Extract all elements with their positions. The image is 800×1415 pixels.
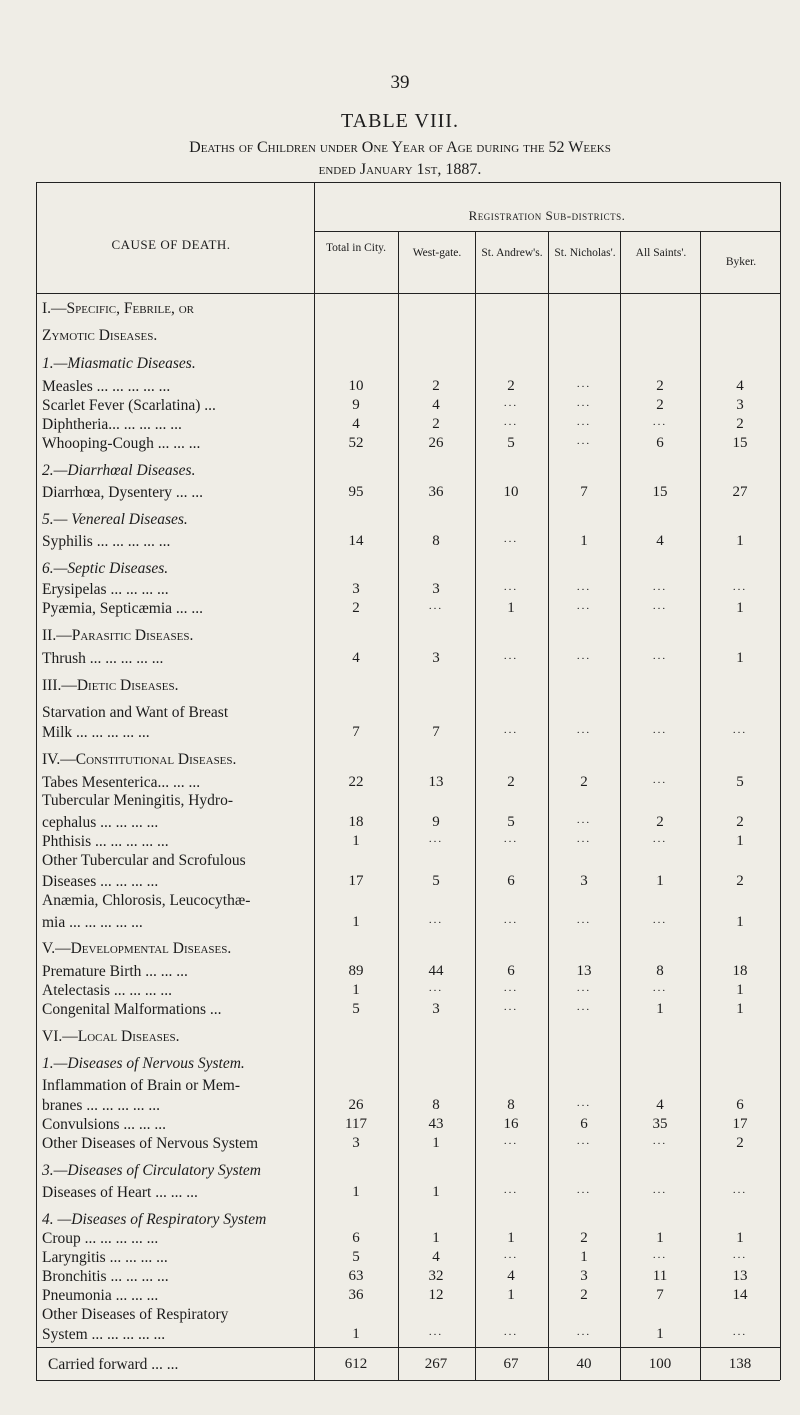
table-cell: 89 — [348, 963, 364, 979]
table-cell: ... — [576, 416, 592, 428]
row-label: Thrush ... ... ... ... ... — [42, 650, 164, 667]
table-cell: ... — [576, 1184, 592, 1196]
subsection-heading: 5.— Venereal Diseases. — [42, 511, 188, 528]
table-cell: 5 — [736, 774, 744, 790]
row-label: Bronchitis ... ... ... ... — [42, 1268, 169, 1285]
row-label: Syphilis ... ... ... ... ... — [42, 533, 171, 550]
left-border — [36, 182, 37, 1380]
table-cell: 1 — [656, 1001, 664, 1017]
table-cell: ... — [576, 378, 592, 390]
table-cell: 3 — [432, 581, 440, 597]
table-cell: 6 — [656, 435, 664, 451]
section-heading: IV.—Constitutional Diseases. — [42, 751, 237, 768]
table-cell: 6 — [736, 1097, 744, 1113]
table-cell: 18 — [348, 814, 364, 830]
table-top-rule — [36, 182, 780, 183]
row-label: Convulsions ... ... ... — [42, 1116, 167, 1133]
row-label: Phthisis ... ... ... ... ... — [42, 833, 169, 850]
table-cell: 2 — [736, 1135, 744, 1151]
table-cell: ... — [503, 724, 519, 736]
table-cell: ... — [503, 1249, 519, 1261]
table-cell: 2 — [736, 873, 744, 889]
total-cell: 267 — [424, 1356, 448, 1372]
table-cell: 8 — [656, 963, 664, 979]
table-cell: 5 — [352, 1249, 360, 1265]
table-cell: ... — [576, 982, 592, 994]
row-label: Premature Birth ... ... ... — [42, 963, 188, 980]
row-label: Whooping-Cough ... ... ... — [42, 435, 201, 452]
header-divider-rule — [314, 231, 780, 232]
row-label: Tabes Mesenterica... ... ... — [42, 774, 201, 791]
table-cell: ... — [503, 650, 519, 662]
table-cell: 4 — [432, 1249, 440, 1265]
row-label: Atelectasis ... ... ... ... — [42, 982, 173, 999]
table-cell: 26 — [348, 1097, 364, 1113]
header-st-nicholas: St. Nicholas'. — [554, 247, 616, 259]
table-cell: 7 — [580, 484, 588, 500]
table-cell: 8 — [432, 533, 440, 549]
section-heading: III.—Dietic Diseases. — [42, 677, 179, 694]
table-cell: ... — [428, 914, 444, 926]
row-label: mia ... ... ... ... ... — [42, 914, 143, 931]
table-cell: 7 — [656, 1287, 664, 1303]
table-cell: 15 — [652, 484, 668, 500]
table-cell: ... — [652, 724, 668, 736]
table-cell: 1 — [656, 1326, 664, 1342]
header-total-in-city: Total in City. — [325, 242, 387, 254]
header-all-saints: All Saints'. — [635, 247, 687, 259]
table-cell: 3 — [432, 650, 440, 666]
row-label: Starvation and Want of Breast — [42, 704, 229, 721]
subsection-heading: 3.—Diseases of Circulatory System — [42, 1162, 261, 1179]
table-cell: 1 — [507, 600, 515, 616]
column-rule — [398, 231, 399, 1380]
row-label: Anæmia, Chlorosis, Leucocythæ- — [42, 892, 251, 909]
table-cell: 36 — [348, 1287, 364, 1303]
table-cell: ... — [732, 724, 748, 736]
table-cell: ... — [652, 1249, 668, 1261]
table-cell: ... — [576, 1135, 592, 1147]
table-cell: 32 — [428, 1268, 444, 1284]
table-cell: ... — [732, 1184, 748, 1196]
table-cell: 2 — [432, 378, 440, 394]
table-cell: 8 — [507, 1097, 515, 1113]
table-cell: 1 — [736, 1001, 744, 1017]
table-cell: 13 — [732, 1268, 748, 1284]
table-cell: 4 — [507, 1268, 515, 1284]
table-cell: 1 — [352, 982, 360, 998]
table-cell: 17 — [732, 1116, 748, 1132]
table-cell: 4 — [736, 378, 744, 394]
table-cell: 5 — [432, 873, 440, 889]
row-label: Pyæmia, Septicæmia ... ... — [42, 600, 204, 617]
table-subtitle-line-2: ended January 1st, 1887. — [318, 161, 482, 178]
table-cell: 1 — [432, 1135, 440, 1151]
table-cell: ... — [576, 650, 592, 662]
table-cell: 1 — [736, 600, 744, 616]
section-heading: VI.—Local Diseases. — [42, 1028, 180, 1045]
table-cell: 27 — [732, 484, 748, 500]
table-cell: 16 — [503, 1116, 519, 1132]
table-cell: 117 — [345, 1116, 367, 1132]
row-label: Diseases ... ... ... ... — [42, 873, 159, 890]
row-label: Diseases of Heart ... ... ... — [42, 1184, 198, 1201]
total-cell: 138 — [728, 1356, 752, 1372]
table-cell: 3 — [432, 1001, 440, 1017]
total-cell: 40 — [576, 1356, 592, 1372]
section-heading: V.—Developmental Diseases. — [42, 940, 232, 957]
row-label: Diarrhœa, Dysentery ... ... — [42, 484, 203, 501]
table-bottom-rule — [36, 1380, 780, 1381]
table-cell: 14 — [348, 533, 364, 549]
table-cell: ... — [503, 1326, 519, 1338]
header-cause-of-death: CAUSE OF DEATH. — [111, 237, 231, 252]
table-cell: ... — [652, 833, 668, 845]
table-cell: 2 — [580, 774, 588, 790]
table-cell: 5 — [352, 1001, 360, 1017]
table-cell: ... — [576, 600, 592, 612]
row-label: Other Tubercular and Scrofulous — [42, 852, 246, 869]
table-cell: 1 — [736, 833, 744, 849]
table-cell: 7 — [432, 724, 440, 740]
table-cell: ... — [503, 1001, 519, 1013]
row-label: Congenital Malformations ... — [42, 1001, 222, 1018]
column-rule — [475, 231, 476, 1380]
table-cell: ... — [576, 1097, 592, 1109]
table-cell: ... — [576, 397, 592, 409]
row-label: Inflammation of Brain or Mem- — [42, 1077, 241, 1094]
table-cell: 1 — [736, 914, 744, 930]
table-cell: ... — [428, 982, 444, 994]
table-cell: 13 — [428, 774, 444, 790]
section-heading: II.—Parasitic Diseases. — [42, 627, 194, 644]
table-cell: ... — [576, 1001, 592, 1013]
table-cell: 1 — [352, 833, 360, 849]
table-subtitle-line-1: Deaths of Children under One Year of Age during the 52 Weeks — [189, 139, 611, 156]
column-rule — [548, 231, 549, 1380]
subsection-heading: 4. —Diseases of Respiratory System — [42, 1211, 267, 1228]
table-cell: 7 — [352, 724, 360, 740]
table-cell: ... — [652, 416, 668, 428]
table-cell: ... — [652, 774, 668, 786]
row-label: Erysipelas ... ... ... ... — [42, 581, 169, 598]
table-cell: ... — [576, 581, 592, 593]
column-rule — [700, 231, 701, 1380]
table-cell: 13 — [576, 963, 592, 979]
table-cell: ... — [503, 1184, 519, 1196]
table-cell: 35 — [652, 1116, 668, 1132]
table-cell: 1 — [736, 650, 744, 666]
table-cell: ... — [652, 650, 668, 662]
table-cell: 10 — [348, 378, 364, 394]
table-cell: ... — [576, 724, 592, 736]
row-label: Laryngitis ... ... ... ... — [42, 1249, 168, 1266]
table-cell: ... — [503, 397, 519, 409]
table-cell: 2 — [352, 600, 360, 616]
row-label: Other Diseases of Respiratory — [42, 1306, 229, 1323]
table-cell: 1 — [352, 1184, 360, 1200]
table-cell: 2 — [736, 416, 744, 432]
table-cell: ... — [576, 914, 592, 926]
table-cell: 15 — [732, 435, 748, 451]
row-label: Carried forward ... ... — [48, 1356, 179, 1373]
table-cell: ... — [428, 833, 444, 845]
table-cell: ... — [652, 600, 668, 612]
table-cell: 1 — [580, 1249, 588, 1265]
table-cell: 1 — [736, 982, 744, 998]
header-st-andrews: St. Andrew's. — [481, 247, 543, 259]
table-cell: 22 — [348, 774, 364, 790]
table-cell: 1 — [656, 1230, 664, 1246]
table-cell: 1 — [352, 914, 360, 930]
table-cell: 1 — [736, 1230, 744, 1246]
row-label: Pneumonia ... ... ... — [42, 1287, 159, 1304]
table-cell: 4 — [352, 416, 360, 432]
table-cell: 4 — [352, 650, 360, 666]
table-cell: 6 — [507, 963, 515, 979]
table-cell: 95 — [348, 484, 364, 500]
totals-top-rule — [36, 1347, 780, 1348]
table-cell: ... — [652, 581, 668, 593]
subsection-heading: 1.—Miasmatic Diseases. — [42, 355, 196, 372]
table-cell: 9 — [352, 397, 360, 413]
table-cell: 63 — [348, 1268, 364, 1284]
table-cell: ... — [652, 914, 668, 926]
table-cell: 9 — [432, 814, 440, 830]
table-cell: 1 — [507, 1287, 515, 1303]
table-cell: ... — [576, 1326, 592, 1338]
subsection-heading: 6.—Septic Diseases. — [42, 560, 169, 577]
header-westgate: West-gate. — [412, 247, 462, 259]
table-cell: 8 — [432, 1097, 440, 1113]
row-label: System ... ... ... ... ... — [42, 1326, 166, 1343]
row-label: Other Diseases of Nervous System — [42, 1135, 259, 1152]
right-border — [780, 182, 781, 1380]
table-cell: 2 — [656, 378, 664, 394]
table-cell: 10 — [503, 484, 519, 500]
table-title: TABLE VIII. — [341, 110, 459, 132]
table-cell: 2 — [580, 1230, 588, 1246]
table-cell: 2 — [580, 1287, 588, 1303]
row-label: Measles ... ... ... ... ... — [42, 378, 171, 395]
table-cell: 1 — [507, 1230, 515, 1246]
subsection-heading: 1.—Diseases of Nervous System. — [42, 1055, 245, 1072]
table-cell: ... — [503, 1135, 519, 1147]
table-cell: ... — [576, 833, 592, 845]
total-cell: 612 — [344, 1356, 368, 1372]
table-cell: ... — [732, 1249, 748, 1261]
table-cell: 11 — [652, 1268, 668, 1284]
table-cell: ... — [503, 982, 519, 994]
table-cell: 18 — [732, 963, 748, 979]
header-registration-sub-districts: Registration Sub-districts. — [468, 208, 626, 223]
table-cell: 52 — [348, 435, 364, 451]
table-cell: 1 — [432, 1184, 440, 1200]
table-cell: ... — [503, 581, 519, 593]
table-cell: 2 — [656, 814, 664, 830]
table-cell: ... — [503, 833, 519, 845]
table-cell: 6 — [507, 873, 515, 889]
table-cell: ... — [428, 1326, 444, 1338]
row-label: Croup ... ... ... ... ... — [42, 1230, 159, 1247]
section-heading: I.—Specific, Febrile, or — [42, 300, 195, 317]
total-cell: 100 — [648, 1356, 672, 1372]
table-cell: ... — [503, 416, 519, 428]
table-cell: 6 — [352, 1230, 360, 1246]
table-cell: 3 — [736, 397, 744, 413]
table-cell: 17 — [348, 873, 364, 889]
table-cell: ... — [428, 600, 444, 612]
table-cell: 2 — [507, 774, 515, 790]
table-cell: ... — [652, 982, 668, 994]
table-cell: ... — [652, 1184, 668, 1196]
table-cell: 6 — [580, 1116, 588, 1132]
table-cell: ... — [576, 435, 592, 447]
table-cell: 14 — [732, 1287, 748, 1303]
table-cell: ... — [732, 581, 748, 593]
row-label: branes ... ... ... ... ... — [42, 1097, 160, 1114]
table-cell: 4 — [432, 397, 440, 413]
table-cell: 1 — [736, 533, 744, 549]
table-cell: 1 — [432, 1230, 440, 1246]
table-cell: 2 — [656, 397, 664, 413]
row-label: Diphtheria... ... ... ... ... — [42, 416, 182, 433]
table-cell: 43 — [428, 1116, 444, 1132]
table-cell: 1 — [580, 533, 588, 549]
header-byker: Byker. — [725, 256, 757, 268]
table-cell: 4 — [656, 1097, 664, 1113]
table-cell: 26 — [428, 435, 444, 451]
table-cell: 1 — [352, 1326, 360, 1342]
table-cell: ... — [732, 1326, 748, 1338]
table-cell: 12 — [428, 1287, 444, 1303]
table-cell: 44 — [428, 963, 444, 979]
table-cell: 1 — [656, 873, 664, 889]
table-cell: 3 — [580, 1268, 588, 1284]
table-cell: 3 — [352, 581, 360, 597]
table-cell: ... — [576, 814, 592, 826]
table-cell: 4 — [656, 533, 664, 549]
column-rule — [620, 231, 621, 1380]
table-cell: 3 — [580, 873, 588, 889]
row-label: Milk ... ... ... ... ... — [42, 724, 150, 741]
table-cell: ... — [503, 533, 519, 545]
page-number: 39 — [390, 72, 410, 93]
table-cell: 5 — [507, 435, 515, 451]
column-rule — [314, 182, 315, 1380]
total-cell: 67 — [503, 1356, 519, 1372]
row-label: cephalus ... ... ... ... — [42, 814, 159, 831]
table-cell: 2 — [507, 378, 515, 394]
row-label: Scarlet Fever (Scarlatina) ... — [42, 397, 216, 414]
subsection-heading: 2.—Diarrhœal Diseases. — [42, 462, 196, 479]
table-cell: ... — [652, 1135, 668, 1147]
table-cell: ... — [503, 914, 519, 926]
table-cell: 2 — [736, 814, 744, 830]
table-cell: 36 — [428, 484, 444, 500]
header-bottom-rule — [36, 293, 780, 294]
row-label: Tubercular Meningitis, Hydro- — [42, 792, 234, 809]
table-cell: 5 — [507, 814, 515, 830]
table-cell: 2 — [432, 416, 440, 432]
table-cell: 3 — [352, 1135, 360, 1151]
section-heading: Zymotic Diseases. — [42, 327, 158, 344]
